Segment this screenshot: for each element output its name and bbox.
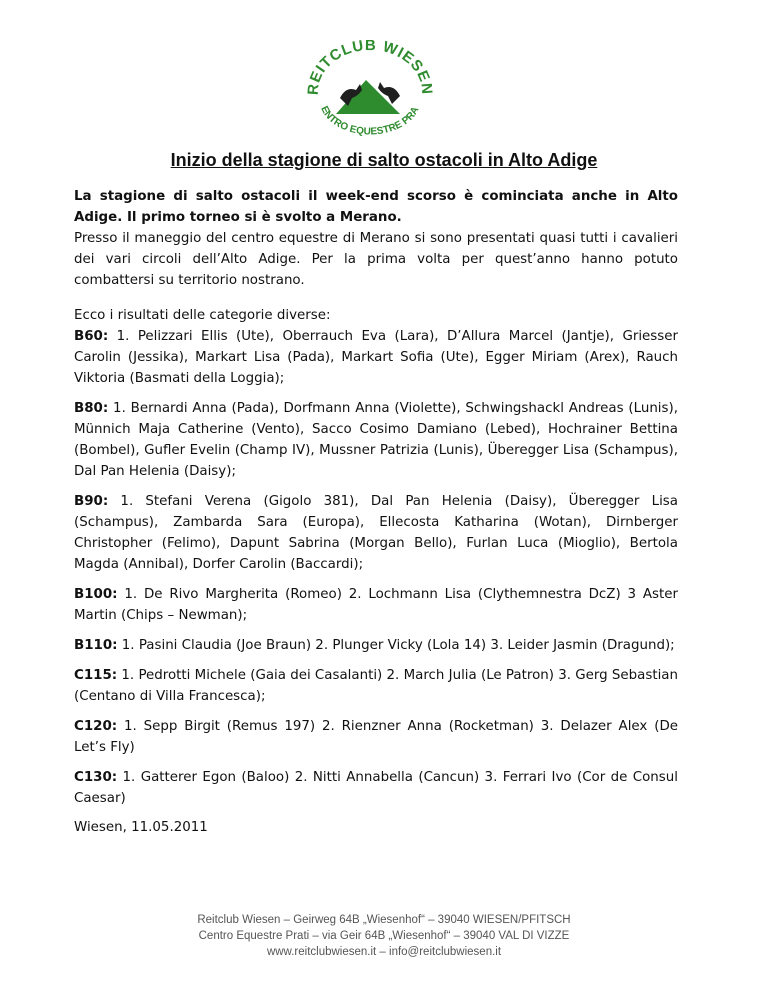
- results-intro: Ecco i risultati delle categorie diverse:: [74, 308, 331, 323]
- category-b80: [74, 398, 678, 482]
- logo-top-text: REITCLUB WIESEN: [304, 40, 436, 96]
- category-label: C115:: [74, 668, 118, 683]
- page-title: Inizio della stagione di salto ostacoli in Alto Adige: [170, 150, 598, 170]
- footer: [0, 912, 768, 960]
- category-c130: [74, 767, 678, 809]
- article-body: [74, 186, 678, 809]
- document-date: Wiesen, 11.05.2011: [74, 820, 208, 835]
- category-c115: [74, 665, 678, 707]
- footer-address-de: Reitclub Wiesen – Geirweg 64B „Wiesenhof“ – 39040 WIESEN/PFITSCH: [197, 914, 571, 926]
- category-label: C120:: [74, 719, 118, 734]
- category-results: 1. Pedrotti Michele (Gaia dei Casalanti) 2. March Julia (Le Patron) 3. Gerg Sebastian (Centano di Villa Francesca);: [74, 668, 678, 704]
- lead-paragraph: La stagione di salto ostacoli il week-end scorso è cominciata anche in Alto Adige. Il primo torneo si è svolto a Merano.: [74, 189, 678, 225]
- category-b110: [74, 635, 678, 656]
- footer-address-it: Centro Equestre Prati – via Geir 64B „Wiesenhof“ – 39040 VAL DI VIZZE: [198, 930, 570, 942]
- category-results: 1. Gatterer Egon (Baloo) 2. Nitti Annabella (Cancun) 3. Ferrari Ivo (Cor de Consul Caesar): [74, 770, 678, 806]
- category-b60: [74, 326, 678, 389]
- category-label: B100:: [74, 587, 118, 602]
- category-label: B90:: [74, 494, 109, 509]
- category-b100: [74, 584, 678, 626]
- club-logo: [300, 40, 440, 150]
- category-label: C130:: [74, 770, 118, 785]
- category-results: 1. Pelizzari Ellis (Ute), Oberrauch Eva (Lara), D’Allura Marcel (Jantje), Griesser Carolin (Jessika), Markart Lisa (Pada), Markart Sofia (Ute), Egger Miriam (Arex), Rauch Viktoria (Basmati della Loggia);: [74, 329, 678, 386]
- category-results: 1. Stefani Verena (Gigolo 381), Dal Pan Helenia (Daisy), Überegger Lisa (Schampus), Zambarda Sara (Europa), Ellecosta Katharina (Wotan), Dirnberger Christopher (Felimo), Dapunt Sabrina (Morgan Bello), Furlan Luca (Mioglio), Bertola Magda (Annibal), Dorfer Carolin (Baccardi);: [74, 494, 678, 572]
- category-label: B80:: [74, 401, 109, 416]
- footer-contact: www.reitclubwiesen.it – info@reitclubwiesen.it: [266, 946, 502, 958]
- category-results: 1. Pasini Claudia (Joe Braun) 2. Plunger Vicky (Lola 14) 3. Leider Jasmin (Dragund);: [121, 638, 675, 653]
- intro-paragraph: Presso il maneggio del centro equestre di Merano si sono presentati quasi tutti i cavalieri dei vari circoli dell’Alto Adige. Per la prima volta per quest’anno hanno potuto combattersi su territorio nostrano.: [74, 231, 678, 288]
- category-results: 1. De Rivo Margherita (Romeo) 2. Lochmann Lisa (Clythemnestra DcZ) 3 Aster Martin (Chips – Newman);: [74, 587, 678, 623]
- category-b90: [74, 491, 678, 575]
- category-label: B60:: [74, 329, 109, 344]
- category-label: B110:: [74, 638, 118, 653]
- logo-bottom-text: ENTRO EQUESTRE PRA: [318, 104, 422, 138]
- category-results: 1. Sepp Birgit (Remus 197) 2. Rienzner Anna (Rocketman) 3. Delazer Alex (De Let’s Fly): [74, 719, 678, 755]
- category-c120: [74, 716, 678, 758]
- category-results: 1. Bernardi Anna (Pada), Dorfmann Anna (Violette), Schwingshackl Andreas (Lunis), Münnich Maja Catherine (Vento), Sacco Cosimo Damiano (Lebed), Hochrainer Bettina (Bombel), Gufler Evelin (Champ IV), Mussner Patrizia (Lunis), Überegger Lisa (Schampus), Dal Pan Helenia (Daisy);: [74, 401, 678, 479]
